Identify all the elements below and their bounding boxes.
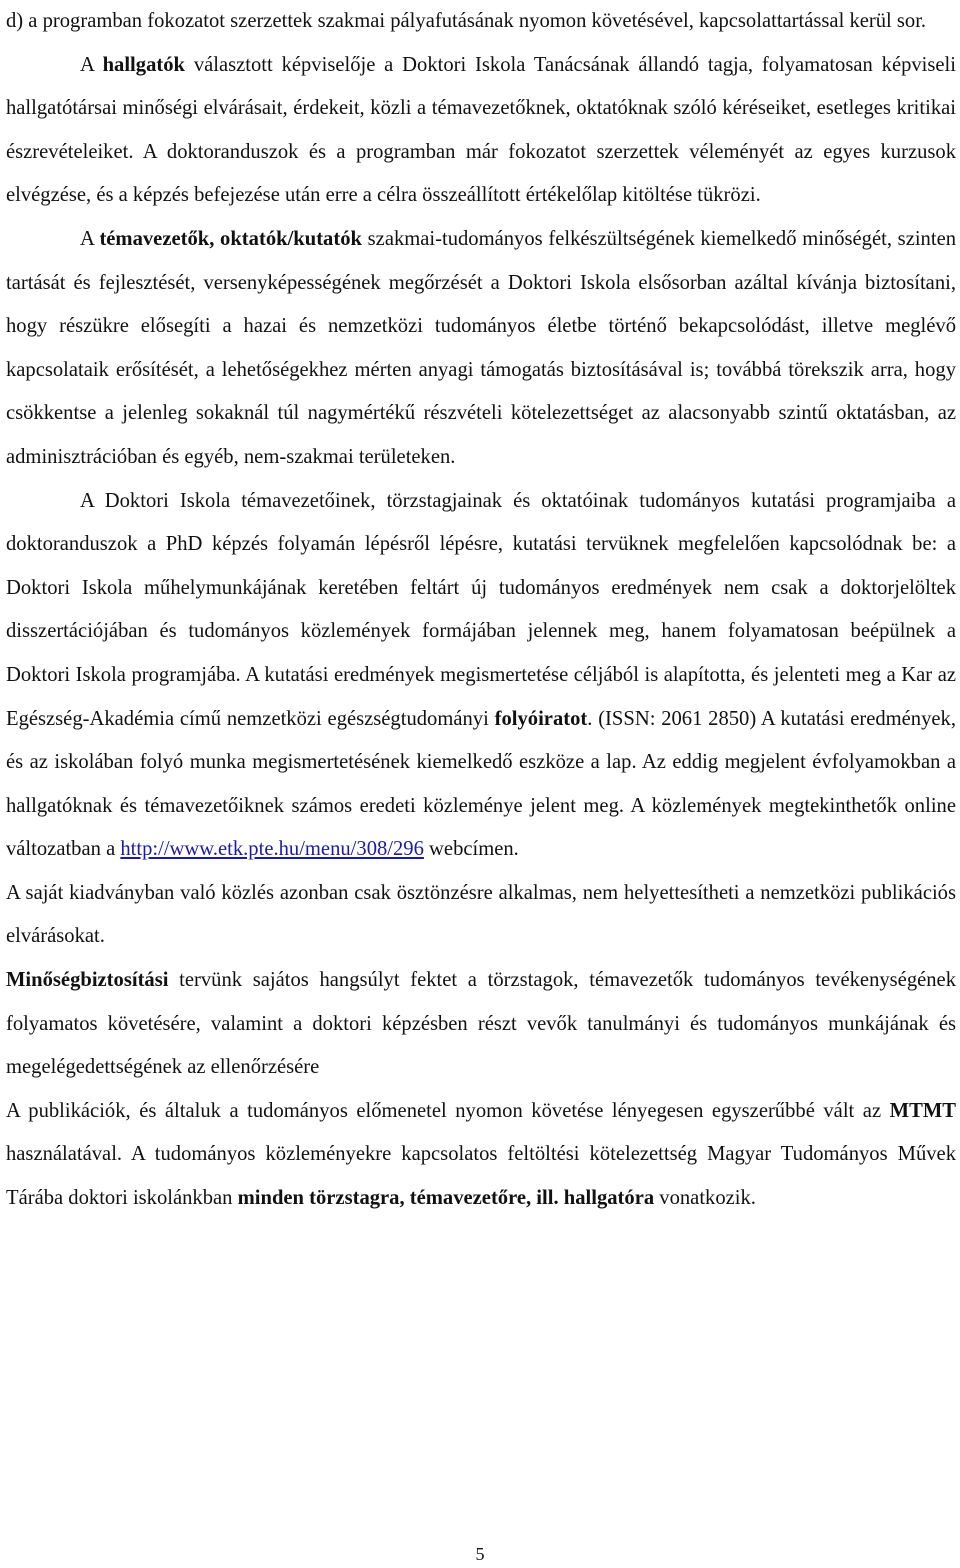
- text-span: szakmai-tudományos felkészültségének kiemelkedő minőségét, szinten tartását és fejlesztését, versenyképességének megőrzését a Doktori Iskola elsősorban azáltal kívánja biztosítani, hogy részükre elősegíti a hazai és nemzetközi tudományos életbe történő bekapcsolódást, illetve meglévő kapcsolataik erősítését, a lehetőségekhez mérten anyagi támogatás biztosításával is; továbbá törekszik arra, hogy csökkentse a jelenleg sokaknál túl nagymértékű részvételi kötelezettséget az alacsonyabb szintű oktatásban, az adminisztrációban és egyéb, nem-szakmai területeken.: [6, 227, 957, 468]
- paragraph-research-programs: [6, 480, 956, 872]
- paragraph-students: [6, 44, 956, 218]
- text-span: . (ISSN: 2061 2850) A kutatási eredmények, és az iskolában folyó munka megismertetésének kiemelkedő eszköze a lap. Az eddig megjelent évfolyamokban a hallgatóknak és témavezetőiknek számos eredeti közleménye jelent meg. A közlemények megtekinthetők online változatban a: [6, 707, 956, 861]
- text-span: A: [80, 53, 103, 76]
- text-span: A: [80, 227, 100, 250]
- text-span: A Doktori Iskola témavezetőinek, törzstagjainak és oktatóinak tudományos kutatási programjaiba a doktoranduszok a PhD képzés folyamán lépésről lépésre, kutatási tervüknek megfelelően kapcsolódnak be: a Doktori Iskola műhelymunkájának keretében feltárt új tudományos eredmények nem csak a doktorjelöltek disszertációjában és tudományos közlemények formájában jelennek meg, hanem folyamatosan beépülnek a Doktori Iskola programjába. A kutatási eredmények megismertetése céljából is alapította, és jelenteti meg a Kar az Egészség-Akadémia című nemzetközi egészségtudományi: [6, 489, 956, 730]
- paragraph-quality-assurance: [6, 959, 956, 1090]
- bold-term-students: hallgatók: [102, 53, 185, 76]
- bold-term-mtmt: MTMT: [889, 1099, 956, 1122]
- paragraph-item-d: d) a programban fokozatot szerzettek szakmai pályafutásának nyomon követésével, kapcsolattartással kerül sor.: [6, 10, 927, 32]
- bold-term-supervisors: témavezetők, oktatók/kutatók: [99, 227, 362, 250]
- paragraph-supervisors: [6, 218, 956, 480]
- bold-term-journal: folyóiratot: [494, 707, 588, 730]
- paragraph-publications-mtmt: [6, 1090, 956, 1221]
- text-span: webcímen.: [423, 838, 519, 861]
- bold-term-quality-assurance: Minőségbiztosítási: [6, 969, 169, 992]
- text-span: választott képviselője a Doktori Iskola Tanácsának állandó tagja, folyamatosan képviseli hallgatótársai minőségi elvárásait, érdekeit, közli a témavezetőknek, oktatóknak szóló kéréseiket, esetleges kritikai észrevételeiket. A doktoranduszok és a programban már fokozatot szerzettek véleményét az egyes kurzusok elvégzése, és a képzés befejezése után erre a célra összeállított értékelőlap kitöltése tükrözi.: [6, 53, 956, 207]
- text-span: A publikációk, és általuk a tudományos előmenetel nyomon követése lényegesen egyszerűbbé vált az: [6, 1099, 890, 1122]
- page-number: 5: [475, 1544, 485, 1564]
- paragraph-own-publication: A saját kiadványban való közlés azonban csak ösztönzésre alkalmas, nem helyettesítheti a nemzetközi publikációs elvárásokat.: [6, 881, 956, 948]
- bold-term-everyone: minden törzstagra, témavezetőre, ill. hallgatóra: [237, 1187, 655, 1210]
- web-link[interactable]: http://www.etk.pte.hu/menu/308/296: [120, 838, 424, 861]
- text-span: tervünk sajátos hangsúlyt fektet a törzstagok, témavezetők tudományos tevékenységének folyamatos követésére, valamint a doktori képzésben részt vevők tanulmányi és tudományos munkájának és megelégedettségének az ellenőrzésére: [6, 969, 956, 1079]
- text-span: használatával. A tudományos közleményekre kapcsolatos feltöltési kötelezettség Magyar Tudományos Művek Tárába doktori iskolánkban: [6, 1143, 956, 1210]
- text-span: vonatkozik.: [654, 1187, 756, 1210]
- document-page: [6, 0, 956, 1221]
